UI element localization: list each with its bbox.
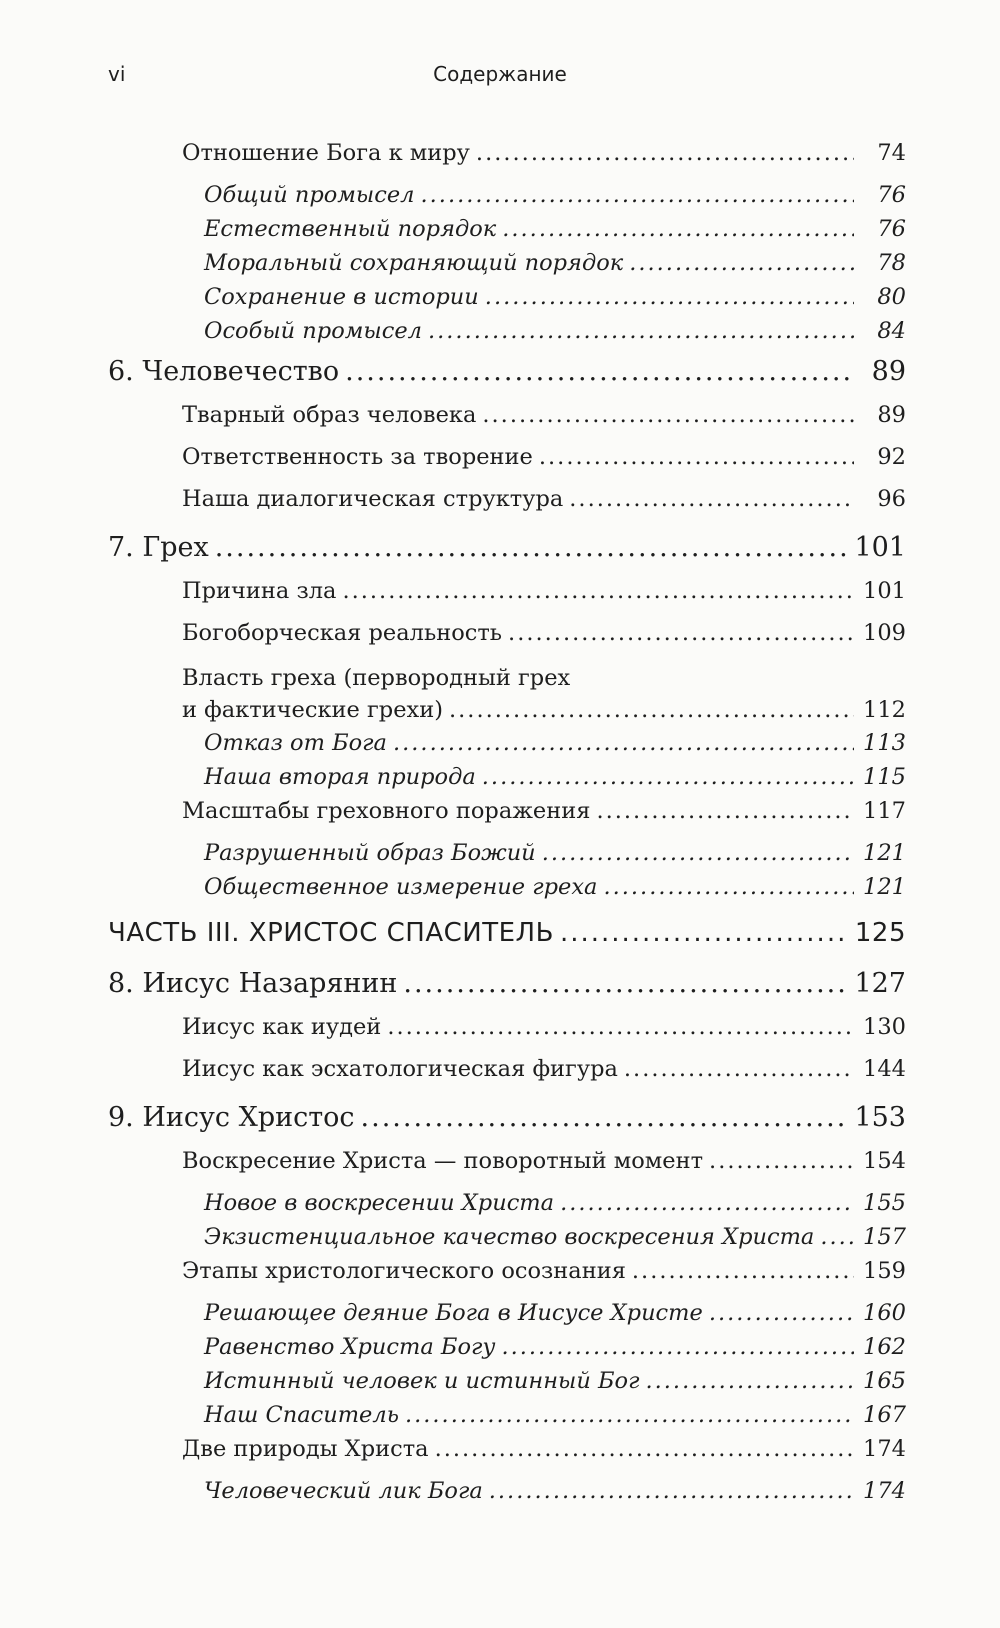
dot-leader — [629, 250, 854, 276]
toc-entry-title: Общественное измерение греха — [204, 874, 598, 900]
dot-leader — [560, 1190, 854, 1216]
dot-leader — [820, 1224, 854, 1250]
dot-leader — [345, 356, 854, 387]
toc-entry[interactable] — [108, 486, 906, 528]
dot-leader — [489, 1478, 854, 1504]
toc-entry-page: 117 — [863, 798, 906, 824]
toc-entry-title: Человеческий лик Бога — [204, 1478, 483, 1504]
toc-entry-page: 153 — [854, 1102, 906, 1133]
toc-entry-title: 8. Иисус Назарянин — [108, 968, 398, 999]
toc-entry-page: 76 — [877, 182, 906, 208]
toc-entry-title: Иисус как иудей — [182, 1014, 382, 1040]
running-title: Содержание — [433, 62, 567, 86]
toc-entry-title: Этапы христологического осознания — [182, 1258, 626, 1284]
dot-leader — [502, 216, 854, 242]
toc-entry-page: 96 — [877, 486, 906, 512]
toc-entry[interactable] — [108, 444, 906, 486]
toc-entry-page: 113 — [863, 730, 906, 756]
toc-entry-page: 165 — [863, 1368, 906, 1394]
dot-leader — [501, 1334, 854, 1360]
dot-leader — [624, 1056, 854, 1082]
toc-entry-title: Наша диалогическая структура — [182, 486, 564, 512]
dot-leader — [645, 1368, 854, 1394]
toc-part[interactable] — [108, 914, 906, 964]
toc-entry-title: Наша вторая природа — [204, 764, 476, 790]
toc-entry-title: Новое в воскресении Христа — [204, 1190, 555, 1216]
toc-entry-title-continued: и фактические грехи) — [182, 697, 443, 723]
dot-leader — [342, 578, 854, 604]
toc-entry-title: Разрушенный образ Божий — [204, 840, 536, 866]
toc-entry[interactable] — [108, 182, 906, 216]
toc-entry-title: Экзистенциальное качество воскресения Христа — [204, 1224, 815, 1250]
toc-entry[interactable] — [108, 840, 906, 874]
toc-entry[interactable] — [108, 1224, 906, 1258]
dot-leader — [560, 918, 849, 948]
toc-entry[interactable] — [108, 1056, 906, 1098]
dot-leader — [421, 182, 855, 208]
toc-entry-page: 78 — [877, 250, 906, 276]
dot-leader — [403, 968, 848, 999]
dot-leader — [542, 840, 854, 866]
toc-entry-page: 80 — [877, 284, 906, 310]
dot-leader — [709, 1148, 854, 1174]
toc-entry-title: Равенство Христа Богу — [204, 1334, 496, 1360]
toc-entry-title: Тварный образ человека — [182, 402, 477, 428]
toc-entry-page: 101 — [863, 578, 906, 604]
toc-entry-page: 84 — [877, 318, 906, 344]
toc-entry[interactable] — [108, 1014, 906, 1056]
toc-chapter[interactable] — [108, 1098, 906, 1148]
toc-entry-title: Истинный человек и истинный Бог — [204, 1368, 640, 1394]
toc-entry-page: 74 — [877, 140, 906, 166]
toc-chapter[interactable] — [108, 964, 906, 1014]
dot-leader — [508, 620, 854, 646]
toc-entry-page: 125 — [854, 918, 906, 948]
toc-entry[interactable] — [108, 1368, 906, 1402]
toc-entry-page: 89 — [871, 356, 906, 387]
toc-entry[interactable] — [108, 730, 906, 764]
dot-leader — [596, 798, 854, 824]
dot-leader — [485, 284, 854, 310]
dot-leader — [361, 1102, 849, 1133]
toc-entry-page: 127 — [854, 968, 906, 999]
dot-leader — [539, 444, 854, 470]
toc-entry-title: Воскресение Христа — поворотный момент — [182, 1148, 704, 1174]
dot-leader — [603, 874, 854, 900]
toc-entry-title: Естественный порядок — [204, 216, 497, 242]
toc-entry-title: Богоборческая реальность — [182, 620, 503, 646]
dot-leader — [393, 730, 854, 756]
toc-entry-page: 109 — [863, 620, 906, 646]
dot-leader — [482, 764, 854, 790]
toc-entry-page: 154 — [863, 1148, 906, 1174]
toc-entry-page: 130 — [863, 1014, 906, 1040]
toc-entry[interactable] — [108, 1258, 906, 1300]
toc-entry-title: Власть греха (первородный грех — [182, 665, 571, 691]
toc-entry-title: Особый промысел — [204, 318, 422, 344]
toc-entry[interactable] — [108, 1478, 906, 1512]
toc-entry[interactable] — [108, 1190, 906, 1224]
toc-entry-title: Сохранение в истории — [204, 284, 479, 310]
toc-entry-page: 89 — [877, 402, 906, 428]
toc-entry-title: Ответственность за творение — [182, 444, 533, 470]
toc-entry[interactable] — [108, 1436, 906, 1478]
toc-entry[interactable] — [108, 874, 906, 908]
running-header — [0, 62, 1000, 96]
toc-entry-page: 159 — [863, 1258, 906, 1284]
dot-leader — [709, 1300, 854, 1326]
toc-entry-title: Причина зла — [182, 578, 337, 604]
toc-entry-page: 121 — [863, 840, 906, 866]
toc-entry-page: 112 — [863, 697, 906, 723]
toc-entry-page: 162 — [863, 1334, 906, 1360]
dot-leader — [428, 318, 854, 344]
dot-leader — [405, 1402, 854, 1428]
toc-entry[interactable] — [108, 140, 906, 182]
toc-chapter[interactable] — [108, 528, 906, 578]
toc-entry-page: 101 — [854, 532, 906, 563]
toc-entry-title: Иисус как эсхатологическая фигура — [182, 1056, 618, 1082]
toc-entry-title: Моральный сохраняющий порядок — [204, 250, 624, 276]
toc-entry-title: Масштабы греховного поражения — [182, 798, 591, 824]
toc-entry-title: Общий промысел — [204, 182, 415, 208]
toc-entry[interactable] — [108, 620, 906, 662]
dot-leader — [632, 1258, 854, 1284]
dot-leader — [449, 694, 854, 726]
toc-entry-title: Наш Спаситель — [204, 1402, 399, 1428]
toc-entry-title: Две природы Христа — [182, 1436, 429, 1462]
toc-entry[interactable] — [108, 1300, 906, 1334]
toc-entry[interactable] — [108, 284, 906, 318]
dot-leader — [482, 402, 854, 428]
toc-entry-page: 115 — [863, 764, 906, 790]
dot-leader — [387, 1014, 854, 1040]
toc-entry[interactable] — [108, 1148, 906, 1190]
toc-entry-title: 7. Грех — [108, 532, 209, 563]
toc-entry-page: 144 — [863, 1056, 906, 1082]
toc-entry-page: 76 — [877, 216, 906, 242]
dot-leader — [569, 486, 854, 512]
toc-entry-page: 155 — [863, 1190, 906, 1216]
toc-entry-title: Отношение Бога к миру — [182, 140, 470, 166]
toc-entry[interactable] — [108, 216, 906, 250]
dot-leader — [476, 140, 854, 166]
page-number: vi — [108, 62, 126, 86]
toc-entry[interactable] — [108, 764, 906, 798]
toc-entry-page: 121 — [863, 874, 906, 900]
toc-entry-page: 174 — [863, 1478, 906, 1504]
dot-leader — [435, 1436, 854, 1462]
toc-entry[interactable] — [108, 250, 906, 284]
toc-entry[interactable] — [108, 402, 906, 444]
toc-entry-title: Отказ от Бога — [204, 730, 387, 756]
toc-entry-page: 157 — [863, 1224, 906, 1250]
toc-chapter[interactable] — [108, 352, 906, 402]
toc-entry-title: 6. Человечество — [108, 356, 340, 387]
toc-entry-page: 174 — [863, 1436, 906, 1462]
table-of-contents — [108, 140, 906, 1512]
toc-entry[interactable] — [108, 1334, 906, 1368]
toc-entry-title: ЧАСТЬ III. ХРИСТОС СПАСИТЕЛЬ — [108, 918, 554, 948]
toc-entry-title: Решающее деяние Бога в Иисусе Христе — [204, 1300, 703, 1326]
toc-entry[interactable] — [108, 318, 906, 352]
toc-entry-title: 9. Иисус Христос — [108, 1102, 355, 1133]
toc-entry[interactable] — [108, 798, 906, 840]
toc-entry-page: 92 — [877, 444, 906, 470]
toc-entry[interactable] — [108, 1402, 906, 1436]
toc-entry[interactable] — [108, 662, 906, 730]
toc-entry-page: 160 — [863, 1300, 906, 1326]
dot-leader — [215, 532, 849, 563]
toc-entry[interactable] — [108, 578, 906, 620]
toc-entry-page: 167 — [863, 1402, 906, 1428]
